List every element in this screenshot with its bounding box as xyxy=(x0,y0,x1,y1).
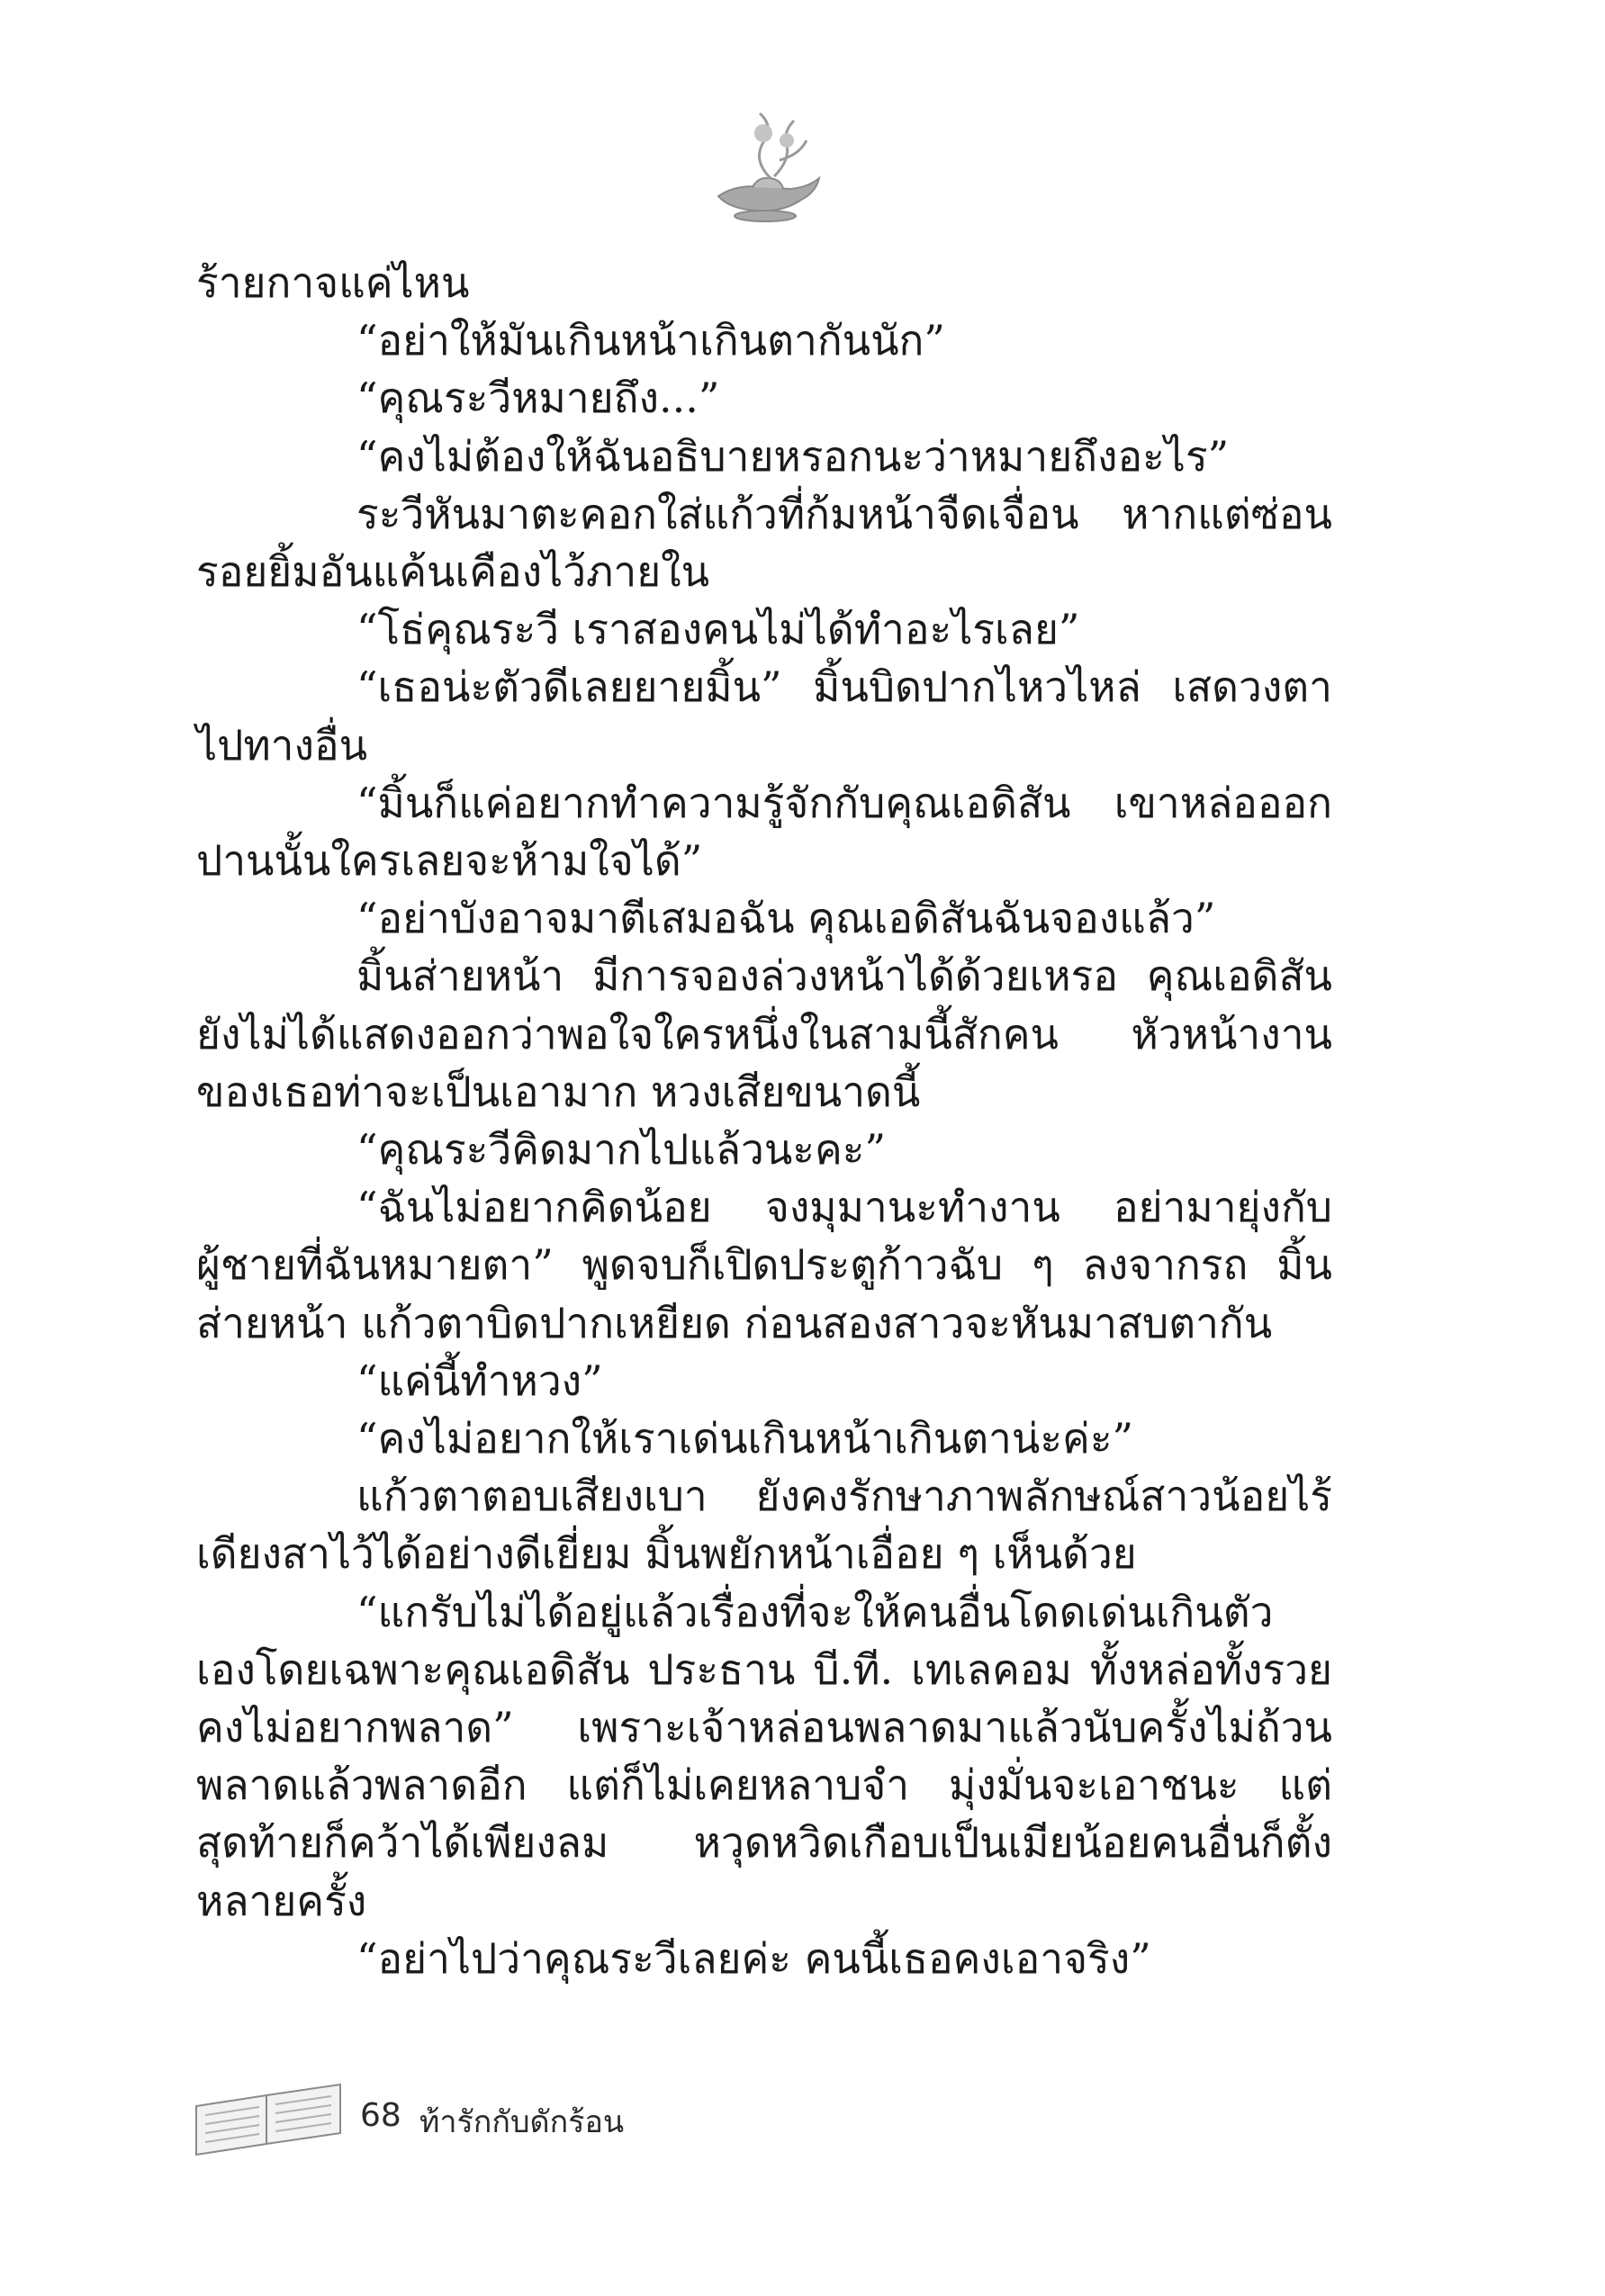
genie-lamp-icon xyxy=(700,106,835,232)
paragraph: ระวีหันมาตะคอกใส่แก้วที่ก้มหน้าจืดเจื่อน หากแต่ซ่อนรอยยิ้มอันแค้นเคืองไว้ภายใน xyxy=(196,489,1332,597)
paragraph: มิ้นส่ายหน้า มีการจองล่วงหน้าได้ด้วยเหรอ คุณเอดิสันยังไม่ได้แสดงออกว่าพอใจใครหนึ่งในสามนี้สักคน หัวหน้างานของเธอท่าจะเป็นเอามาก หวงเสียขนาดนี้ xyxy=(196,951,1332,1116)
paragraph: “แกรับไม่ได้อยู่แล้วเรื่องที่จะให้คนอื่นโดดเด่นเกินตัวเองโดยเฉพาะคุณเอดิสัน ประธาน บี.ที. เทเลคอม ทั้งหล่อทั้งรวย คงไม่อยากพลาด” เพราะเจ้าหล่อนพลาดมาแล้วนับครั้งไม่ถ้วน พลาดแล้วพลาดอีก แต่ก็ไม่เคยหลาบจำ มุ่งมั่นจะเอาชนะ แต่สุดท้ายก็คว้าได้เพียงลม หวุดหวิดเกือบเป็นเมียน้อยคนอื่นก็ตั้งหลายครั้ง xyxy=(196,1587,1332,1925)
body-text xyxy=(196,254,1332,1987)
paragraph: “ฉันไม่อยากคิดน้อย จงมุมานะทำงาน อย่ามายุ่งกับผู้ชายที่ฉันหมายตา” พูดจบก็เปิดประตูก้าวฉับ ๆ ลงจากรถ มิ้นส่ายหน้า แก้วตาบิดปากเหยียด ก่อนสองสาวจะหันมาสบตากัน xyxy=(196,1183,1332,1347)
paragraph: “แค่นี้ทำหวง” xyxy=(356,1355,603,1405)
paragraph: “คุณระวีคิดมากไปแล้วนะคะ” xyxy=(356,1125,887,1175)
paragraph: “มิ้นก็แค่อยากทำความรู้จักกับคุณเอดิสัน เขาหล่อออกปานนั้นใครเลยจะห้ามใจได้” xyxy=(196,778,1332,886)
paragraph: “เธอน่ะตัวดีเลยยายมิ้น” มิ้นบิดปากไหวไหล่ เสดวงตาไปทางอื่น xyxy=(196,662,1332,770)
paragraph: “โธ่คุณระวี เราสองคนไม่ได้ทำอะไรเลย” xyxy=(356,605,1080,654)
paragraph: “อย่าไปว่าคุณระวีเลยค่ะ คนนี้เธอคงเอาจริง” xyxy=(356,1933,1151,1983)
paragraph: แก้วตาตอบเสียงเบา ยังคงรักษาภาพลักษณ์สาวน้อยไร้เดียงสาไว้ได้อย่างดีเยี่ยม มิ้นพยักหน้าเอื่อย ๆ เห็นด้วย xyxy=(196,1472,1332,1579)
page-footer xyxy=(191,2079,821,2160)
paragraph: “คุณระวีหมายถึง...” xyxy=(356,374,720,423)
book-title: ท้ารักกับดักร้อน xyxy=(419,2104,625,2140)
paragraph: “อย่าให้มันเกินหน้าเกินตากันนัก” xyxy=(356,316,945,365)
paragraph: “อย่าบังอาจมาตีเสมอฉัน คุณเอดิสันฉันจองแล้ว” xyxy=(356,894,1216,943)
open-book-icon xyxy=(191,2079,346,2156)
paragraph: ร้ายกาจแค่ไหน xyxy=(196,258,470,307)
paragraph: “คงไม่อยากให้เราเด่นเกินหน้าเกินตาน่ะค่ะ” xyxy=(356,1414,1134,1463)
paragraph: “คงไม่ต้องให้ฉันอธิบายหรอกนะว่าหมายถึงอะไร” xyxy=(356,431,1230,481)
page-number: 68 xyxy=(360,2097,401,2134)
